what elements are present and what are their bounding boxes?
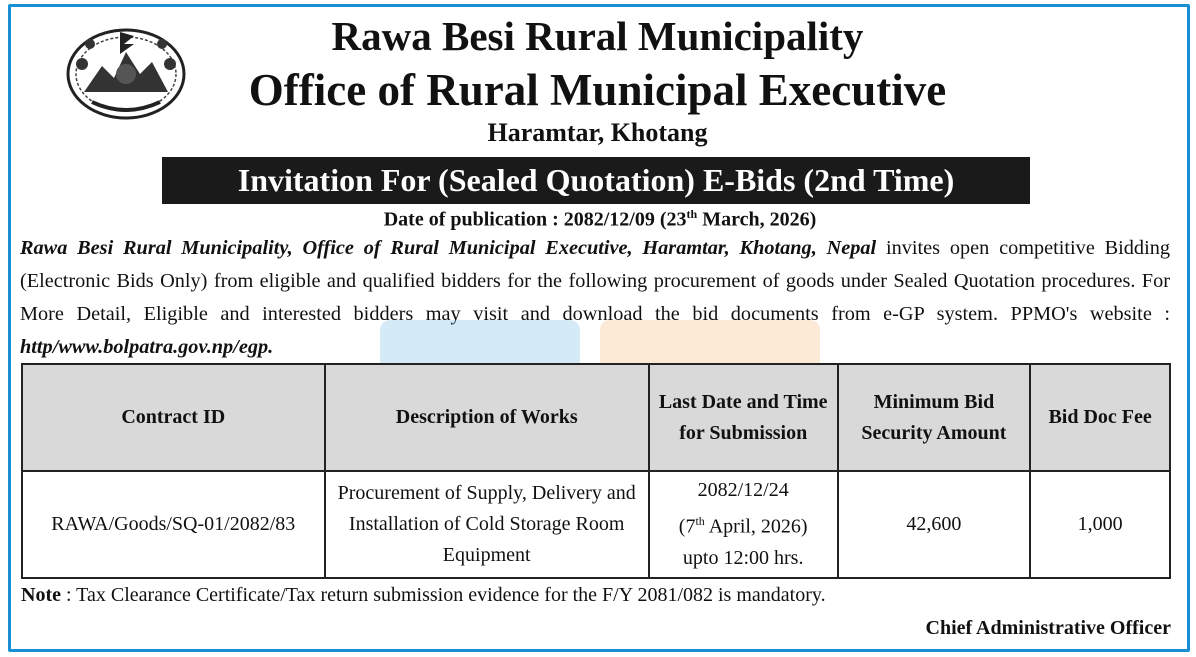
municipality-title: Rawa Besi Rural Municipality [331,13,864,59]
publication-date-rest: March, 2026) [697,208,817,231]
publication-date-label: Date of publication : 2082/12/09 (23 [383,208,687,231]
note-label: Note [21,584,61,606]
cell-doc-fee: 1,000 [1030,471,1170,578]
header-contract-id: Contract ID [22,364,325,471]
cell-last-date [649,471,838,578]
date-line-2 [654,506,833,543]
cell-contract-id: RAWA/Goods/SQ-01/2082/83 [22,471,325,578]
note-body: : Tax Clearance Certificate/Tax return submission evidence for the F/Y 2081/082 is mandatory. [60,584,826,606]
date-line-2-sup: th [695,514,705,529]
header-bid-security: Minimum Bid Security Amount [838,364,1031,471]
header-doc-fee: Bid Doc Fee [1030,364,1170,471]
publication-date-sup: th [686,207,698,221]
bids-table [21,363,1171,579]
invitation-banner: Invitation For (Sealed Quotation) E-Bids (2nd Time) [162,157,1030,204]
intro-bold-text: Rawa Besi Rural Municipality, Office of Rural Municipal Executive, Haramtar, Khotang, Nepal [20,237,877,259]
note-text [21,584,826,607]
date-line-3: upto 12:00 hrs. [682,546,804,569]
publication-date [330,207,870,232]
date-line-2-post: April, 2026) [704,515,808,538]
date-line-2-pre: (7 [678,515,696,538]
table-header-row [22,364,1170,471]
header-last-date: Last Date and Time for Submission [649,364,838,471]
cell-bid-security: 42,600 [838,471,1031,578]
office-title: Office of Rural Municipal Executive [248,65,947,115]
ppmo-url-link[interactable]: http/www.bolpatra.gov.np/egp. [20,336,274,358]
cell-description: Procurement of Supply, Delivery and Installation of Cold Storage Room Equipment [325,471,649,578]
location-title: Haramtar, Khotang [487,118,708,147]
table-row [22,471,1170,578]
date-line-1: 2082/12/24 [697,479,789,502]
intro-paragraph [20,232,1170,364]
intro-text: invites open competitive Bidding (Electronic Bids Only) from eligible and qualified bidders for the following procurement of goods under Sealed Quotation procedures. For More Detail, Eligible and interested bidders may visit and download the bid documents from e-GP system. PPMO's website : [20,237,1170,325]
nepal-emblem-icon [62,14,190,124]
header-description: Description of Works [325,364,649,471]
signoff-title: Chief Administrative Officer [925,617,1171,639]
